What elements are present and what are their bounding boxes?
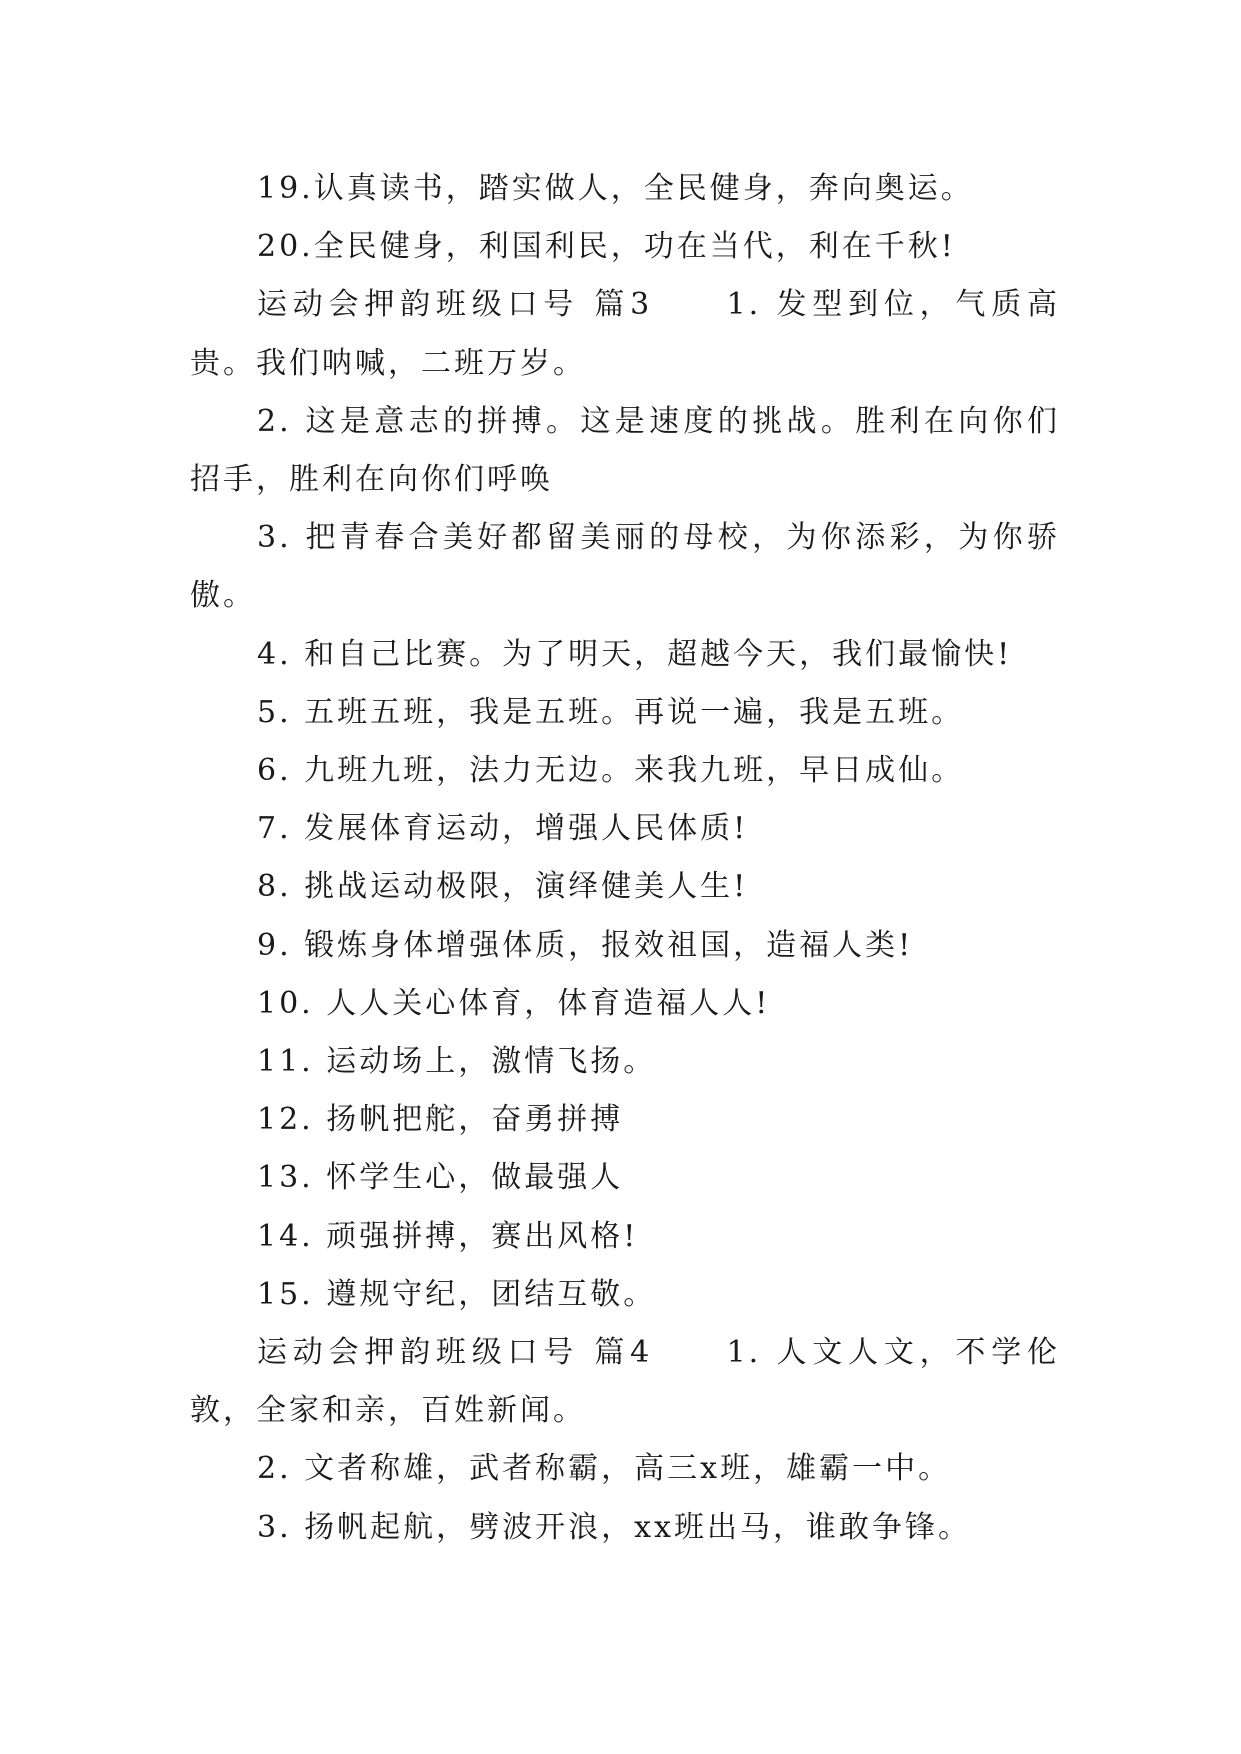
paragraph-slogan-19: 19.认真读书，踏实做人，全民健身，奔向奥运。 [257,171,974,206]
paragraph-slogan-10: 10. 人人关心体育，体育造福人人! [257,985,771,1021]
paragraph-slogan-7: 7. 发展体育运动，增强人民体质! [257,811,749,847]
paragraph-slogan-11: 11. 运动场上，激情飞扬。 [257,1044,657,1080]
paragraph-slogan-6: 6. 九班九班，法力无边。来我九班，早日成仙。 [257,753,965,789]
paragraph-slogan-2: 2. 这是意志的拼搏。这是速度的挑战。胜利在向你们招手，胜利在向你们呼唤 [190,403,1060,498]
paragraph-slogan-9: 9. 锻炼身体增强体质，报效祖国，造福人类! [257,927,914,963]
paragraph-section-4-slogan-3: 3. 扬帆起航，劈波开浪，xx班出马，谁敢争锋。 [257,1509,971,1545]
paragraph-slogan-8: 8. 挑战运动极限，演绎健美人生! [257,869,749,905]
paragraph-slogan-14: 14. 顽强拼搏，赛出风格! [257,1218,639,1254]
paragraph-slogan-5: 5. 五班五班，我是五班。再说一遍，我是五班。 [257,694,965,730]
paragraph-slogan-4: 4. 和自己比赛。为了明天，超越今天，我们最愉快! [257,636,1013,672]
paragraph-slogan-12: 12. 扬帆把舵，奋勇拼搏 [257,1102,624,1138]
paragraph-slogan-13: 13. 怀学生心，做最强人 [257,1160,624,1196]
paragraph-slogan-20: 20.全民健身，利国利民，功在当代，利在千秋! [257,229,956,265]
document-body [190,160,1060,1557]
paragraph-slogan-15: 15. 遵规守纪，团结互敬。 [257,1276,657,1312]
paragraph-slogan-3: 3. 把青春合美好都留美丽的母校，为你添彩，为你骄傲。 [190,520,1060,614]
paragraph-section-3-heading: 运动会押韵班级口号 篇3 1. 发型到位，气质高贵。我们呐喊，二班万岁。 [190,287,1060,381]
paragraph-section-4-heading: 运动会押韵班级口号 篇4 1. 人文人文，不学伦敦，全家和亲，百姓新闻。 [190,1335,1060,1429]
paragraph-section-4-slogan-2: 2. 文者称雄，武者称霸，高三x班，雄霸一中。 [257,1451,952,1487]
